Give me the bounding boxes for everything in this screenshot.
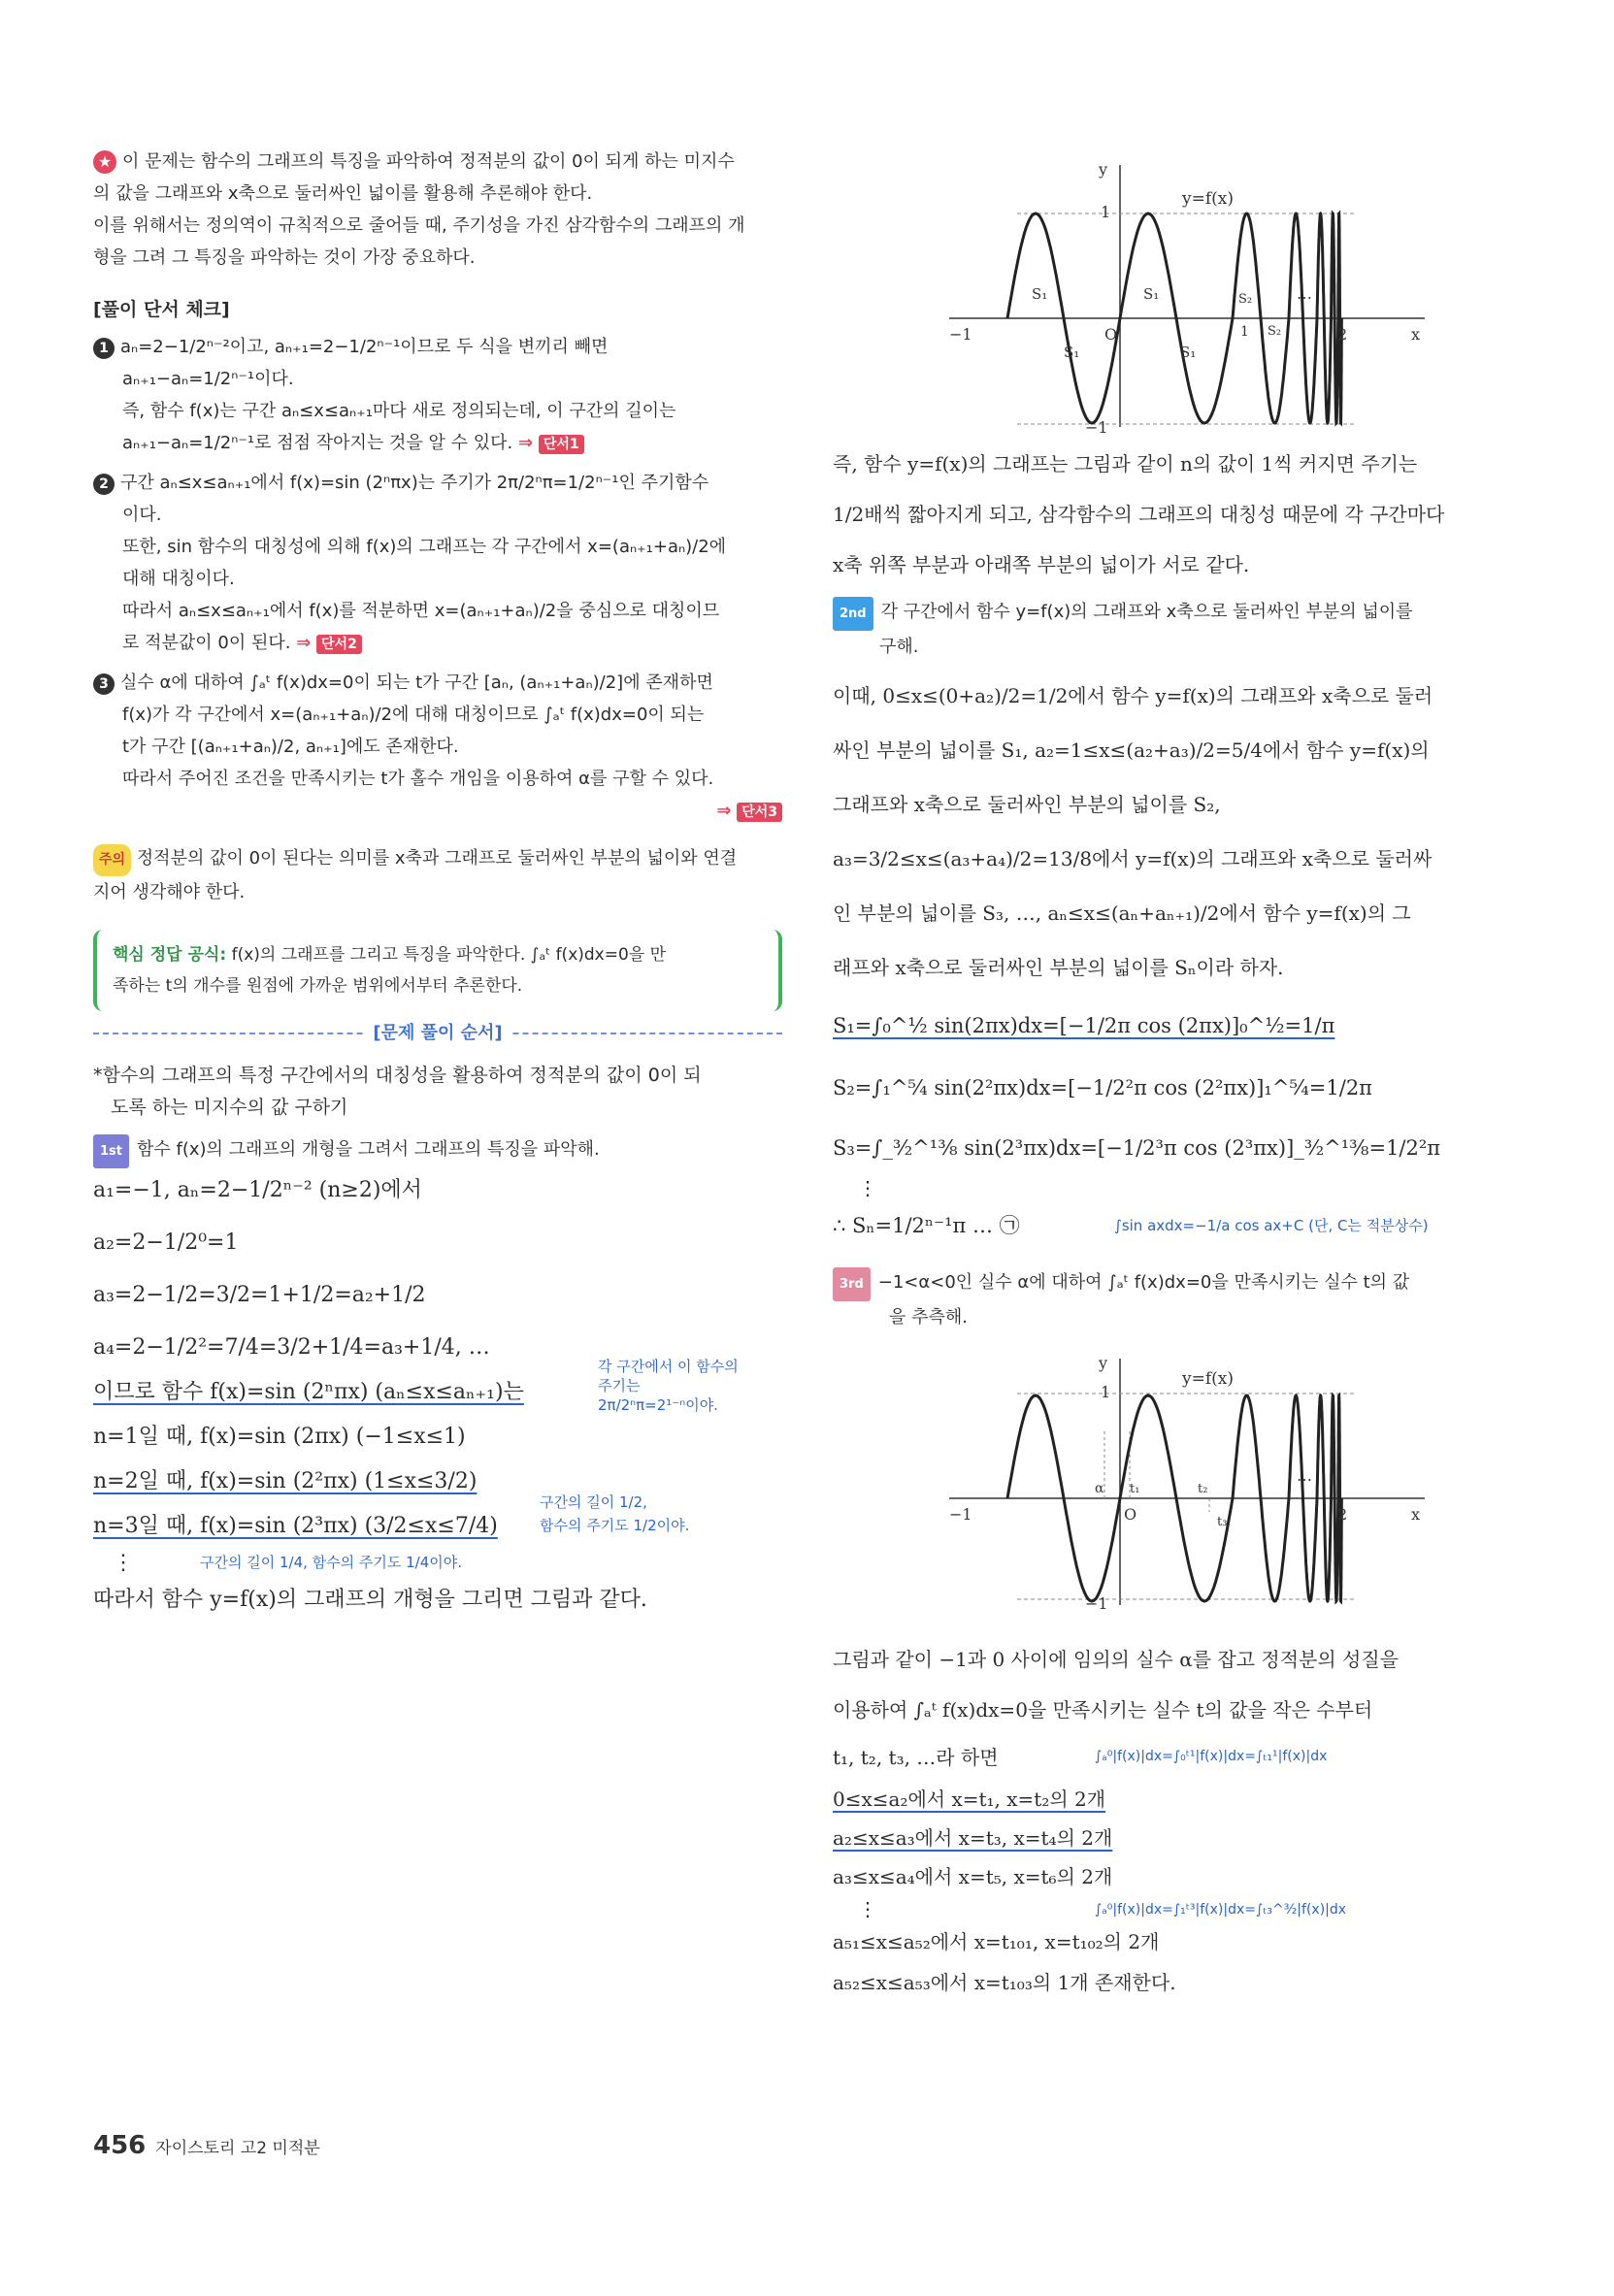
svg-text:−1: −1 [1085,1594,1108,1613]
equation: S₃=∫_³⁄₂^¹³⁄₈ sin(2³πx)dx=[−1/2³π cos (2³πx)]_³⁄₂^¹³⁄₈=1/2²π [833,1136,1441,1160]
graph-2-label: y=f(x) [1182,1369,1234,1389]
svg-text:t₃: t₃ [1217,1515,1228,1529]
page-footer [93,2131,320,2160]
check-text: 즉, 함수 f(x)는 구간 aₙ≤x≤aₙ₊₁마다 새로 정의되는데, 이 구간의 길이는 [122,401,676,421]
svg-text:O: O [1104,325,1118,344]
check-item-2: 2 구간 aₙ≤x≤aₙ₊₁에서 f(x)=sin (2ⁿπx)는 주기가 2π/2ⁿπ=1/2ⁿ⁻¹인 주기함수 [93,467,782,499]
vdots: ⋮ [113,1551,134,1575]
svg-text:1: 1 [1101,203,1111,221]
check-text: t가 구간 [(aₙ₊₁+aₙ)/2, aₙ₊₁]에도 존재한다. [122,737,459,757]
text-line: a₃≤x≤a₄에서 x=t₅, x=t₆의 2개 [833,1865,1113,1888]
check-text: 이다. [122,505,162,525]
period-note [598,1357,792,1415]
check-text: aₙ₊₁−aₙ=1/2ⁿ⁻¹이다. [122,369,294,389]
note-line: 주기는 [598,1377,641,1394]
caution-badge: 주의 [93,844,131,876]
left-column [93,146,782,1623]
text-line: 0≤x≤a₂에서 x=t₁, x=t₂의 2개 [833,1788,1106,1811]
svg-text:y: y [1099,1354,1108,1372]
note-line: 2π/2ⁿπ=2¹⁻ⁿ이야. [598,1396,718,1414]
check-title: [풀이 단서 체크] [93,299,230,320]
svg-text:2: 2 [1337,325,1348,344]
length-note: 구간의 길이 1/2, [540,1493,647,1511]
text-line: 그래프와 x축으로 둘러싸인 부분의 넓이를 S₂, [833,793,1221,816]
abs-note-1: ∫ₐ⁰|f(x)|dx=∫₀ᵗ¹|f(x)|dx=∫ₜ₁¹|f(x)|dx [1095,1749,1328,1764]
steps-title: [문제 풀이 순서] [93,1033,782,1036]
text-line: 그림과 같이 −1과 0 사이에 임의의 실수 α를 잡고 정적분의 성질을 [833,1648,1399,1671]
check-text: 대해 대칭이다. [122,569,235,589]
math-line: n=2일 때, f(x)=sin (2²πx) (1≤x≤3/2) [93,1469,478,1493]
text-line: t₁, t₂, t₃, …라 하면 [833,1746,999,1769]
text-line: 1/2배씩 짧아지게 되고, 삼각함수의 그래프의 대칭성 때문에 각 구간마다 [833,503,1445,526]
text-line: 인 부분의 넓이를 S₃, …, aₙ≤x≤(aₙ+aₙ₊₁)/2에서 함수 y=f(x)의 그 [833,902,1411,925]
check-text: 따라서 aₙ≤x≤aₙ₊₁에서 f(x)를 적분하면 x=(aₙ₊₁+aₙ)/2을 중심으로 대칭이므 [122,601,720,621]
clue-badge: 단서1 [539,435,584,454]
page-number: 456 [93,2131,147,2160]
svg-text:t₁: t₁ [1130,1482,1140,1496]
svg-text:2: 2 [1337,1505,1348,1524]
book-title: 자이스토리 고2 미적분 [155,2139,320,2158]
svg-text:x: x [1411,325,1421,344]
svg-text:O: O [1124,1505,1137,1524]
vdots: ⋮ [858,1897,877,1920]
svg-text:S₁: S₁ [1032,285,1048,303]
math-line: a₂=2−1/2⁰=1 [93,1230,239,1255]
text-line: 이때, 0≤x≤(0+a₂)/2=1/2에서 함수 y=f(x)의 그래프와 x축으로 둘러 [833,684,1433,707]
svg-text:S₁: S₁ [1064,344,1080,361]
svg-text:S₁: S₁ [1143,285,1160,303]
note-line: 각 구간에서 이 함수의 [598,1358,739,1375]
step-badge: 2nd [833,597,873,631]
svg-text:t₂: t₂ [1198,1482,1208,1496]
svg-text:…: … [1297,284,1312,303]
period-note-2: 함수의 주기도 1/2이야. [540,1517,690,1534]
check-text: 로 적분값이 0이 된다. ⇒ 단서2 [93,627,782,659]
check-item-3: 3 실수 α에 대하여 ∫ₐᵗ f(x)dx=0이 되는 t가 구간 [aₙ, (aₙ₊₁+aₙ)/2]에 존재하면 [93,667,782,699]
key-label: 핵심 정답 공식: [113,945,227,965]
svg-text:S₂: S₂ [1268,324,1282,339]
key-formula-box [93,930,782,1011]
svg-text:1: 1 [1240,324,1249,340]
text-line: a₅₁≤x≤a₅₂에서 x=t₁₀₁, x=t₁₀₂의 2개 [833,1930,1160,1953]
math-line: n=3일 때, f(x)=sin (2³πx) (3/2≤x≤7/4) [93,1514,498,1538]
length-note-4: 구간의 길이 1/4, 함수의 주기도 1/4이야. [200,1554,463,1571]
equation: ∴ Sₙ=1/2ⁿ⁻¹π … ㉠ [833,1214,1020,1237]
text-line: x축 위쪽 부분과 아래쪽 부분의 넓이가 서로 같다. [833,553,1250,576]
svg-text:−1: −1 [1085,418,1108,437]
graph-1 [930,146,1434,437]
math-line: 이므로 함수 f(x)=sin (2ⁿπx) (aₙ≤x≤aₙ₊₁)는 [93,1380,524,1404]
steps-summary: 도록 하는 미지수의 값 구하기 [111,1097,348,1118]
equation: S₁=∫₀^½ sin(2πx)dx=[−1/2π cos (2πx)]₀^½=1/π [833,1014,1335,1037]
steps-summary: *함수의 그래프의 특정 구간에서의 대칭성을 활용하여 정적분의 값이 0이 되 [93,1065,702,1086]
check-text: 따라서 주어진 조건을 만족시키는 t가 홀수 개임을 이용하여 α를 구할 수 있다. [122,769,714,789]
step2-header-cont: 구해. [879,637,919,657]
intro-line: 이를 위해서는 정의역이 규칙적으로 줄어들 때, 주기성을 가진 삼각함수의 그래프의 개 [93,215,745,236]
star-icon: ★ [93,150,116,174]
text-line: a₂≤x≤a₃에서 x=t₃, x=t₄의 2개 [833,1826,1113,1850]
abs-note-2: ∫ₐ⁰|f(x)|dx=∫₁ᵗ³|f(x)|dx=∫ₜ₃^³⁄₂|f(x)|dx [1095,1902,1347,1918]
equation: S₂=∫₁^⁵⁄₄ sin(2²πx)dx=[−1/2²π cos (2²πx)]₁^⁵⁄₄=1/2π [833,1076,1372,1099]
vdots: ⋮ [858,1176,877,1199]
number-1-icon: 1 [93,338,115,359]
text-line: 즉, 함수 y=f(x)의 그래프는 그림과 같이 n의 값이 1씩 커지면 주기는 [833,452,1418,476]
step3-header-cont: 을 추측해. [889,1307,968,1328]
svg-text:S₂: S₂ [1238,292,1253,307]
key-line: 핵심 정답 공식: f(x)의 그래프를 그리고 특징을 파악한다. ∫ₐᵗ f(x)dx=0을 만 [113,945,667,965]
text-line: 이용하여 ∫ₐᵗ f(x)dx=0을 만족시키는 실수 t의 값을 작은 수부터 [833,1698,1373,1722]
step2-header: 2nd 각 구간에서 함수 y=f(x)의 그래프와 x축으로 둘러싸인 부분의 넓이를 [833,596,1532,631]
intro-line: 의 값을 그래프와 x축으로 둘러싸인 넓이를 활용해 추론해야 한다. [93,183,593,204]
clue-badge: 단서2 [316,635,362,654]
text-line: 래프와 x축으로 둘러싸인 부분의 넓이를 Sₙ이라 하자. [833,956,1284,979]
intro-line: ★ 이 문제는 함수의 그래프의 특징을 파악하여 정적분의 값이 0이 되게 하는 미지수 [93,146,782,178]
number-3-icon: 3 [93,673,115,695]
svg-text:x: x [1411,1505,1421,1524]
step3-header: 3rd −1<α<0인 실수 α에 대하여 ∫ₐᵗ f(x)dx=0을 만족시키는 실수 t의 값 [833,1266,1532,1301]
step-badge: 3rd [833,1267,871,1301]
check-item-1: 1 aₙ=2−1/2ⁿ⁻²이고, aₙ₊₁=2−1/2ⁿ⁻¹이므로 두 식을 변끼리 빼면 [93,331,782,363]
clue-line: ⇒ 단서3 [93,795,782,827]
svg-text:S₁: S₁ [1180,344,1197,361]
key-line: 족하는 t의 개수를 원점에 가까운 범위에서부터 추론한다. [113,976,523,996]
check-text: 또한, sin 함수의 대칭성에 의해 f(x)의 그래프는 각 구간에서 x=(aₙ₊₁+aₙ)/2에 [122,537,727,557]
graph-1-label: y=f(x) [1182,189,1234,209]
step-badge: 1st [93,1134,129,1168]
text-line: a₃=3/2≤x≤(a₃+a₄)/2=13/8에서 y=f(x)의 그래프와 x축으로 둘러싸 [833,847,1433,870]
intro-line: 형을 그려 그 특징을 파악하는 것이 가장 중요하다. [93,247,476,268]
math-line: a₄=2−1/2²=7/4=3/2+1/4=a₃+1/4, … [93,1335,490,1360]
svg-text:−1: −1 [949,325,972,344]
svg-text:…: … [1297,1466,1312,1485]
text-line: a₅₂≤x≤a₅₃에서 x=t₁₀₃의 1개 존재한다. [833,1971,1176,1994]
right-column [833,146,1532,2003]
svg-text:α: α [1095,1481,1104,1496]
math-line: a₁=−1, aₙ=2−1/2ⁿ⁻² (n≥2)에서 [93,1178,422,1202]
graph-2 [930,1345,1434,1617]
check-text: aₙ₊₁−aₙ=1/2ⁿ⁻¹로 점점 작아지는 것을 알 수 있다. ⇒ 단서1 [93,427,782,459]
caution-text: 지어 생각해야 한다. [93,882,246,902]
check-text: f(x)가 각 구간에서 x=(aₙ₊₁+aₙ)/2에 대해 대칭이므로 ∫ₐᵗ f(x)dx=0이 되는 [122,705,705,725]
step1-header: 1st 함수 f(x)의 그래프의 개형을 그려서 그래프의 특징을 파악해. [93,1133,782,1168]
svg-text:1: 1 [1101,1383,1111,1401]
math-line: n=1일 때, f(x)=sin (2πx) (−1≤x≤1) [93,1425,466,1449]
math-line: 따라서 함수 y=f(x)의 그래프의 개형을 그리면 그림과 같다. [93,1588,647,1612]
number-2-icon: 2 [93,474,115,495]
math-line: a₃=2−1/2=3/2=1+1/2=a₂+1/2 [93,1283,426,1307]
svg-text:y: y [1099,160,1108,179]
text-line: 싸인 부분의 넓이를 S₁, a₂=1≤x≤(a₂+a₃)/2=5/4에서 함수 y=f(x)의 [833,738,1430,762]
integral-note: ∫sin axdx=−1/a cos ax+C (단, C는 적분상수) [1114,1217,1429,1234]
clue-badge: 단서3 [737,803,782,822]
caution: 주의 정적분의 값이 0이 된다는 의미를 x축과 그래프로 둘러싸인 부분의 넓이와 연결 [93,842,782,876]
svg-text:−1: −1 [949,1505,972,1524]
